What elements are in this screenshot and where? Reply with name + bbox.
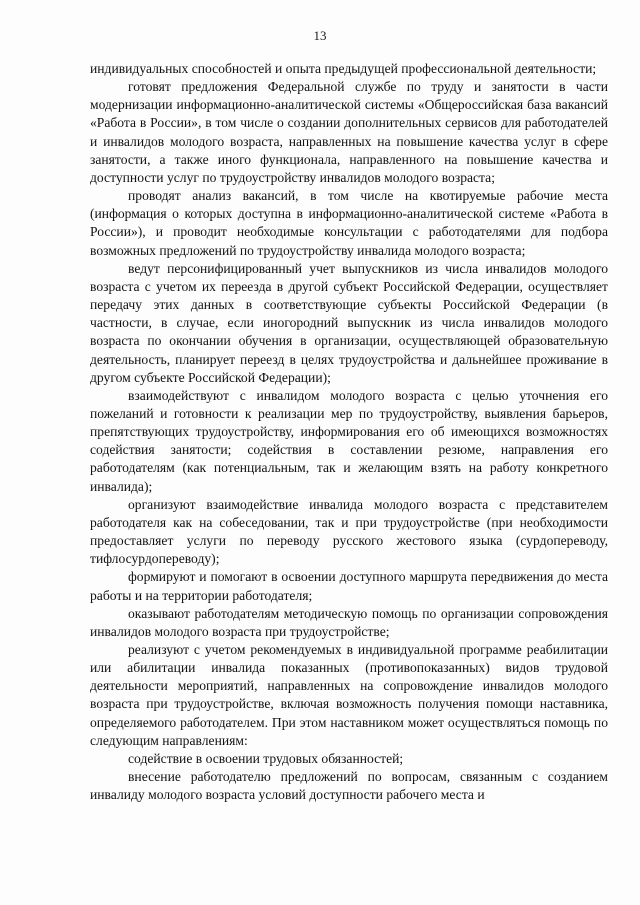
paragraph: реализуют с учетом рекомендуемых в индивидуальной программе реабилитации или абилитации инвалида показанных (противопоказанных) видов трудовой деятельности мероприятий, направленных на сопровождение инвалидов молодого возраста при трудоустройстве, включая возможность получения помощи наставника, определяемого работодателем. При этом наставником может осуществляться помощь по следующим направлениям: bbox=[90, 642, 608, 748]
paragraph: взаимодействуют с инвалидом молодого возраста с целью уточнения его пожеланий и готовности к реализации мер по трудоустройству, выявления барьеров, препятствующих трудоустройству, информирования его об имеющихся возможностях содействия занятости; содействия в составлении резюме, направления его работодателям (как потенциальным, так и желающим взять на работу конкретного инвалида); bbox=[90, 387, 608, 494]
paragraph: формируют и помогают в освоении доступного маршрута передвижения до места работы и на территории работодателя; bbox=[90, 569, 608, 603]
paragraph: внесение работодателю предложений по вопросам, связанным с созданием инвалиду молодого возраста условий доступности рабочего места и bbox=[90, 769, 608, 803]
paragraph: содействие в освоении трудовых обязанностей; bbox=[128, 750, 404, 766]
paragraph: организуют взаимодействие инвалида молодого возраста с представителем работодателя как на собеседовании, так и при трудоустройстве (при необходимости предоставляет услуги по переводу русского жестового языка (сурдопереводу, тифлосурдопереводу); bbox=[90, 496, 608, 567]
paragraph: оказывают работодателям методическую помощь по организации сопровождения инвалидов молодого возраста при трудоустройстве; bbox=[90, 605, 608, 639]
paragraph: индивидуальных способностей и опыта предыдущей профессиональной деятельности; bbox=[90, 61, 597, 76]
document-body bbox=[90, 60, 608, 804]
paragraph: проводят анализ вакансий, в том числе на квотируемые рабочие места (информация о которых доступна в информационно-аналитической системе «Работа в России»), и проводит необходимые консультации с работодателями для подбора возможных предложений по трудоустройству инвалида молодого возраста; bbox=[90, 188, 608, 258]
page-number: 13 bbox=[313, 28, 327, 43]
paragraph: ведут персонифицированный учет выпускников из числа инвалидов молодого возраста с учетом их переезда в другой субъект Российской Федерации, осуществляет передачу этих данных в соответствующие субъекты Российской Федерации (в частности, в случае, если иногородний выпускник из числа инвалидов молодого возраста по окончании обучения в организации, осуществляющей образовательную деятельность, планирует переезд в целях трудоустройства и дальнейшее проживание в другом субъекте Российской Федерации); bbox=[90, 260, 608, 385]
paragraph: готовят предложения Федеральной службе по труду и занятости в части модернизации информационно-аналитической системы «Общероссийская база вакансий «Работа в России», в том числе о создании дополнительных сервисов для работодателей и инвалидов молодого возраста, направленных на повышение качества услуг в сфере занятости, а также иного функционала, направленного на повышение качества и доступности услуг по трудоустройству инвалидов молодого возраста; bbox=[90, 79, 608, 185]
